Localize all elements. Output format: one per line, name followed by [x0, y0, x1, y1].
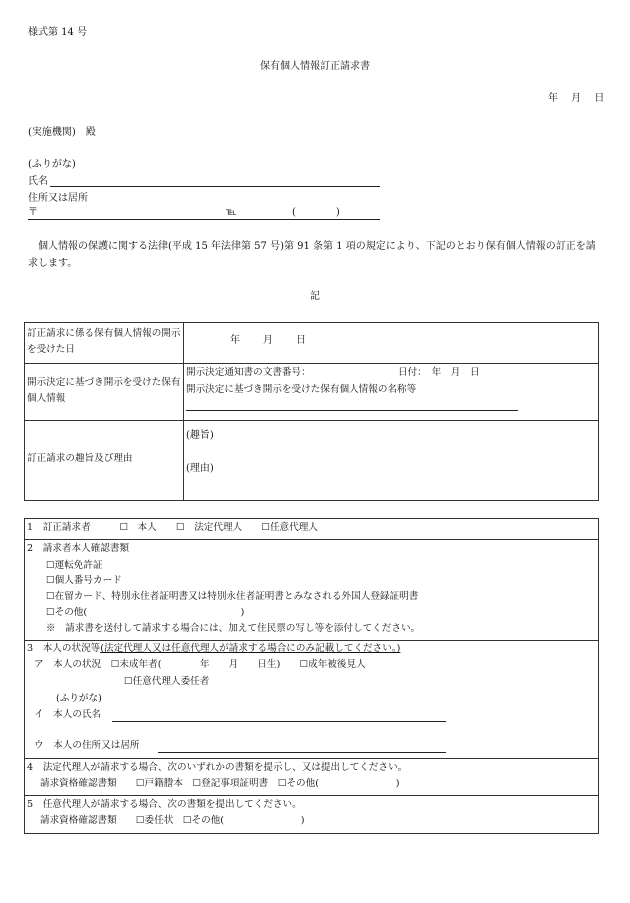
table-divider [24, 795, 599, 796]
table-divider [24, 420, 599, 421]
id-documents-title: 2 請求者本人確認書類 [27, 543, 130, 554]
voluntary-agent-documents-row[interactable]: 請求資格確認書類 ☐委任状 ☐その他( ) [40, 815, 305, 826]
mail-request-note: ※ 請求書を送付して請求する場合には、加えて住民票の写し等を添付してください。 [46, 623, 421, 634]
request-date: 年 月 日 [548, 93, 605, 104]
requester-name-label: 氏名 [28, 176, 48, 187]
table-divider [24, 758, 599, 759]
intro-paragraph: 個人情報の保護に関する法律(平成 15 年法律第 57 号)第 91 条第 1 項の規定により、下記のとおり保有個人情報の訂正を請求します。 [28, 241, 596, 269]
legal-agent-documents-row[interactable]: 請求資格確認書類 ☐戸籍謄本 ☐登記事項証明書 ☐その他( ) [40, 778, 400, 789]
requester-name-field[interactable] [50, 186, 380, 187]
table-divider [24, 363, 599, 364]
id-option-residence-card[interactable]: ☐在留カード、特別永住者証明書又は特別永住者証明書とみなされる外国人登録証明書 [46, 591, 419, 602]
voluntary-agent-instruction: 5 任意代理人が請求する場合、次の書類を提出してください。 [27, 799, 302, 810]
table-divider [24, 640, 599, 641]
disclosure-date-label: 訂正請求に係る保有個人情報の開示を受けた日 [27, 328, 181, 355]
requester-address-label: 住所又は居所 [28, 193, 88, 204]
principal-status-title: 3 本人の状況等(法定代理人又は任意代理人が請求する場合にのみ記載してください。) [27, 643, 401, 654]
id-option-drivers-license[interactable]: ☐運転免許証 [46, 560, 103, 571]
correction-purpose-label[interactable]: (趣旨) [186, 430, 214, 441]
disclosed-info-name-label: 開示決定に基づき開示を受けた保有個人情報の名称等 [186, 384, 417, 395]
table-divider [24, 539, 599, 540]
requester-type-row[interactable]: 1 訂正請求者 ☐ 本人 ☐ 法定代理人 ☐任意代理人 [27, 522, 318, 533]
ki-heading: 記 [310, 291, 320, 302]
table-divider [183, 322, 184, 501]
tel-icon: ℡ [226, 207, 237, 218]
correction-purpose-reason-label: 訂正請求の趣旨及び理由 [27, 453, 133, 464]
disclosure-date-value[interactable]: 年 月 日 [230, 335, 307, 346]
notice-document-number-label: 開示決定通知書の文書番号： [186, 367, 311, 378]
requester-address-field[interactable] [28, 219, 380, 220]
tel-paren: ( ) [292, 207, 340, 218]
principal-name-field[interactable] [112, 721, 446, 722]
requester-furigana-label: (ふりがな) [28, 159, 76, 170]
disclosed-info-name-field[interactable] [186, 410, 518, 411]
id-option-my-number-card[interactable]: ☐個人番号カード [46, 575, 122, 586]
principal-furigana-label: (ふりがな) [56, 693, 102, 704]
principal-status-note: (法定代理人又は任意代理人が請求する場合にのみ記載してください。) [100, 643, 401, 654]
legal-agent-instruction: 4 法定代理人が請求する場合、次のいずれかの書類を提示し、又は提出してください。 [27, 762, 408, 773]
form-number: 様式第 14 号 [28, 27, 88, 38]
principal-name-label: イ 本人の氏名 [34, 709, 102, 720]
principal-address-field[interactable] [158, 752, 446, 753]
postal-mark: 〒 [28, 207, 38, 218]
principal-status-row[interactable]: ア 本人の状況 ☐未成年者( 年 月 日生) ☐成年被後見人 [34, 659, 366, 670]
principal-voluntary-delegator[interactable]: ☐任意代理人委任者 [124, 676, 210, 687]
disclosed-info-label: 開示決定に基づき開示を受けた保有個人情報 [27, 377, 181, 404]
notice-date-label: 日付： 年 月 日 [398, 367, 480, 378]
form-title: 保有個人情報訂正請求書 [260, 61, 370, 72]
principal-address-label: ウ 本人の住所又は居所 [34, 740, 140, 751]
correction-reason-label[interactable]: (理由) [186, 463, 214, 474]
addressee: (実施機関) 殿 [28, 127, 96, 138]
id-option-other[interactable]: ☐その他( ) [46, 607, 245, 618]
